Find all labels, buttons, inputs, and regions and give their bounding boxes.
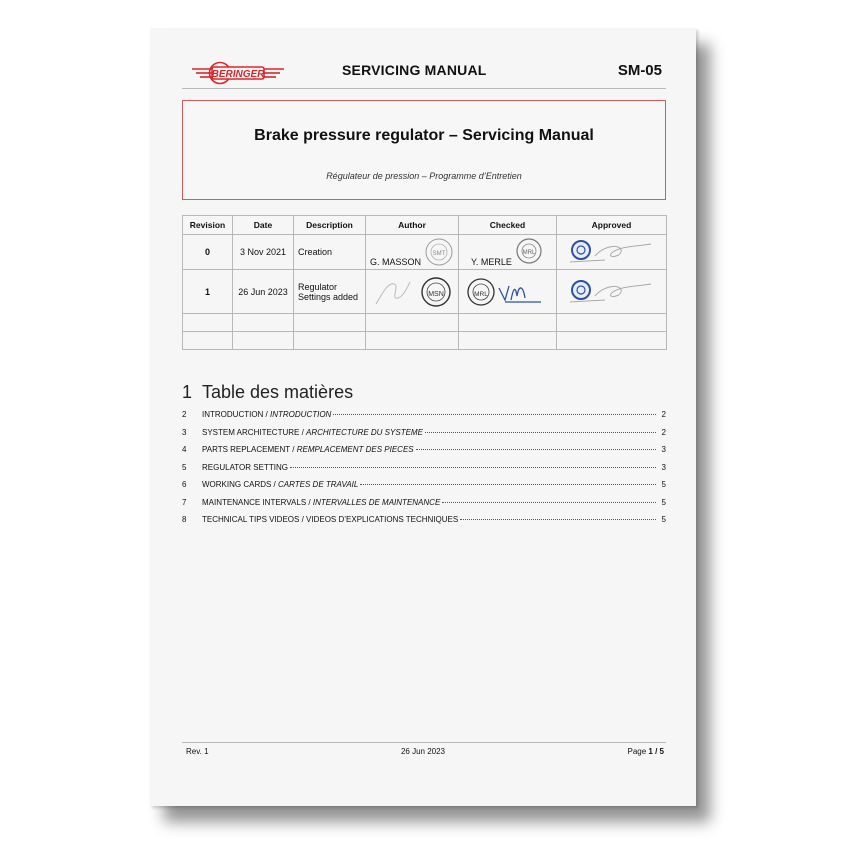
table-row [183, 314, 667, 332]
toc-entry-page: 3 [661, 445, 666, 454]
author-stamp [424, 237, 454, 267]
footer-divider [182, 742, 666, 743]
toc-entry-number: 6 [182, 480, 187, 489]
author-stamp-text: MSN [428, 291, 444, 298]
toc-entry[interactable] [182, 515, 666, 533]
title-block [182, 100, 666, 200]
toc-entry[interactable] [182, 498, 666, 516]
table-row [183, 235, 667, 270]
description-cell: Regulator Settings added [294, 270, 366, 314]
table-of-contents [182, 410, 666, 533]
svg-text:BERINGER: BERINGER [211, 69, 265, 80]
toc-heading-text: Table des matières [202, 382, 354, 402]
toc-entry-number: 3 [182, 427, 187, 437]
toc-entry-title: PARTS REPLACEMENT / REMPLACEMENT DES PIECES [202, 445, 414, 454]
document-subtitle: Régulateur de pression – Programme d’Entretien [326, 171, 522, 181]
approved-cell [557, 235, 667, 270]
approver-signature [565, 276, 657, 306]
footer-page-number: Page 1 / 5 [627, 747, 664, 756]
toc-entry[interactable] [182, 445, 666, 463]
toc-entry-title: INTRODUCTION / INTRODUCTION [202, 410, 332, 419]
toc-entry-title: TECHNICAL TIPS VIDEOS / VIDEOS D’EXPLICATIONS TECHNIQUES [202, 515, 459, 524]
checker-signature [465, 274, 549, 310]
approved-cell [557, 270, 667, 314]
author-signature [372, 274, 456, 310]
toc-leader-dots [460, 519, 656, 520]
revision-cell: 1 [183, 270, 233, 314]
col-header-checked: Checked [459, 216, 557, 235]
toc-leader-dots [290, 467, 656, 468]
checker-stamp-text: MRL [474, 291, 488, 298]
toc-leader-dots [425, 432, 656, 433]
toc-entry-number: 5 [182, 462, 187, 472]
toc-entry-page: 2 [661, 427, 666, 437]
document-type-title: SERVICING MANUAL [342, 62, 487, 78]
toc-leader-dots [442, 502, 656, 503]
toc-entry[interactable] [182, 463, 666, 481]
col-header-description: Description [294, 216, 366, 235]
toc-leader-dots [333, 414, 656, 415]
toc-entry-title: SYSTEM ARCHITECTURE / ARCHITECTURE DU SYSTEME [202, 427, 423, 437]
toc-entry-title: WORKING CARDS / CARTES DE TRAVAIL [202, 480, 359, 489]
toc-entry-page: 2 [661, 410, 666, 419]
document-code: SM-05 [617, 62, 662, 79]
toc-entry-number: 8 [182, 515, 187, 524]
checked-cell [459, 270, 557, 314]
checker-stamp-text: MRL [522, 250, 536, 256]
toc-entry-page: 5 [661, 497, 666, 507]
footer-date: 26 Jun 2023 [400, 747, 446, 756]
document-title: Brake pressure regulator – Servicing Manual [254, 127, 594, 144]
toc-heading-number: 1 [182, 382, 193, 402]
checked-cell [459, 235, 557, 270]
footer-revision: Rev. 1 [186, 747, 209, 756]
table-row [183, 332, 667, 350]
toc-leader-dots [416, 449, 656, 450]
toc-leader-dots [360, 484, 656, 485]
header-divider [182, 88, 666, 89]
toc-entry-number: 2 [182, 410, 187, 419]
toc-entry[interactable] [182, 410, 666, 428]
description-cell: Creation [294, 235, 366, 270]
col-header-author: Author [366, 216, 459, 235]
col-header-revision: Revision [183, 216, 233, 235]
toc-heading [182, 382, 353, 403]
table-row [183, 270, 667, 314]
document-page [150, 28, 696, 806]
toc-entry-title: REGULATOR SETTING [202, 462, 288, 472]
toc-entry-page: 5 [661, 515, 666, 524]
toc-entry-number: 7 [182, 497, 187, 507]
approver-signature [565, 238, 657, 266]
toc-entry-page: 5 [661, 480, 666, 489]
toc-entry[interactable] [182, 428, 666, 446]
author-name: G. MASSON [370, 257, 422, 267]
date-cell: 26 Jun 2023 [233, 270, 294, 314]
toc-entry-number: 4 [182, 445, 187, 454]
author-cell [366, 270, 459, 314]
toc-entry[interactable] [182, 480, 666, 498]
revision-table-header [183, 216, 667, 235]
col-header-approved: Approved [557, 216, 667, 235]
date-cell: 3 Nov 2021 [233, 235, 294, 270]
checker-stamp [515, 237, 543, 265]
col-header-date: Date [233, 216, 294, 235]
revision-table [182, 215, 667, 350]
beringer-logo [190, 60, 286, 86]
toc-entry-page: 3 [661, 462, 666, 472]
author-cell [366, 235, 459, 270]
toc-entry-title: MAINTENANCE INTERVALS / INTERVALLES DE MAINTENANCE [202, 497, 441, 507]
revision-cell: 0 [183, 235, 233, 270]
author-stamp-text: SMT [432, 251, 446, 257]
checker-name: Y. MERLE [471, 257, 512, 267]
